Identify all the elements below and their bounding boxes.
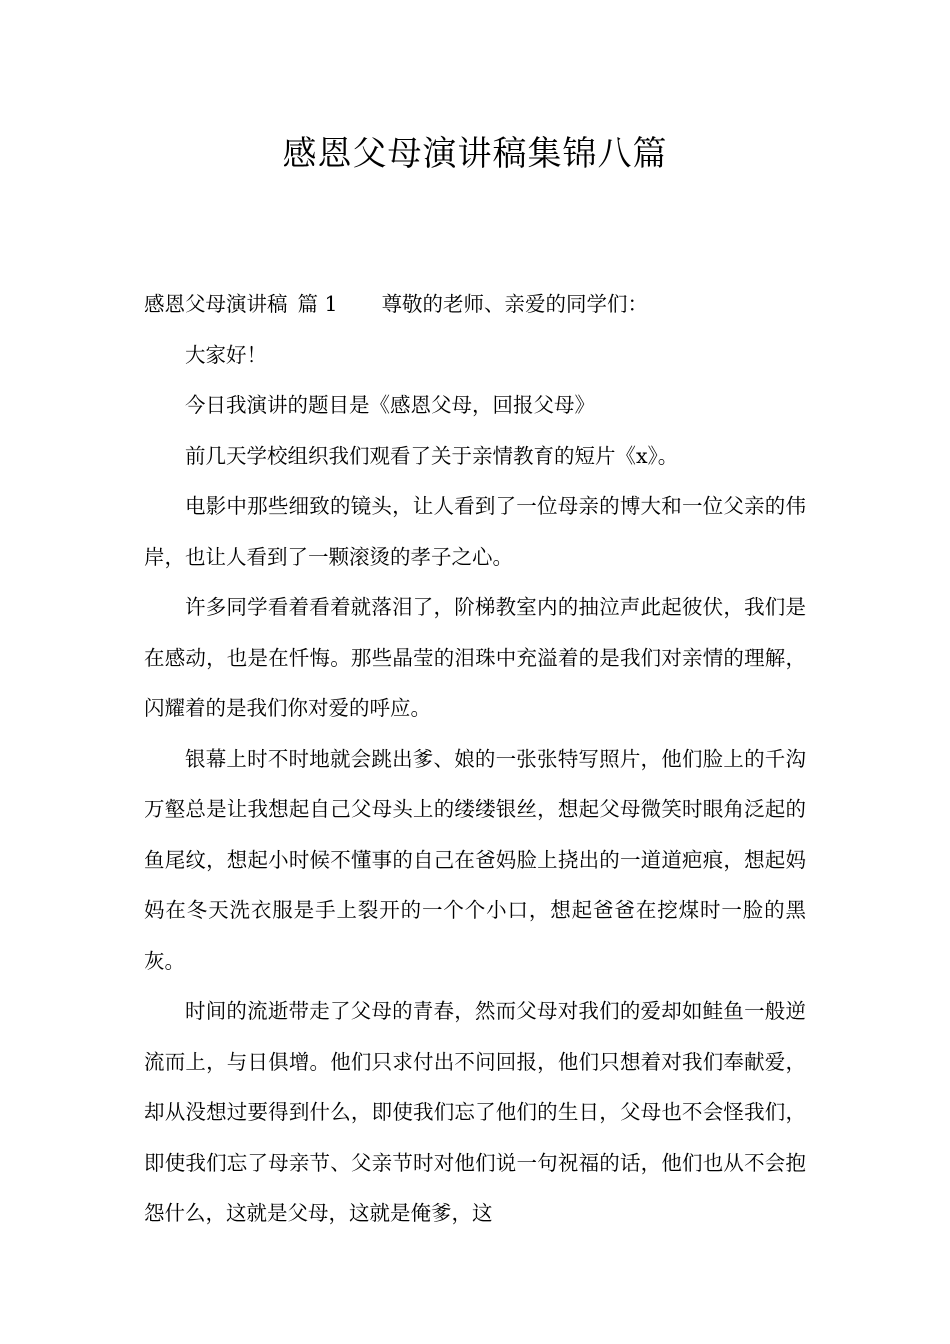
paragraph-photos: 银幕上时不时地就会跳出爹、娘的一张张特写照片，他们脸上的千沟万壑总是让我想起自己父母头上的缕缕银丝，想起父母微笑时眼角泛起的鱼尾纹，想起小时候不懂事的自己在爸妈脸上挠出的一道道疤痕，想起妈妈在冬天洗衣服是手上裂开的一个个小口，想起爸爸在挖煤时一脸的黑灰。	[144, 746, 806, 973]
speech-heading: 感恩父母演讲稿	[144, 292, 288, 316]
paragraph-film: 前几天学校组织我们观看了关于亲情教育的短片《x》。	[185, 443, 679, 468]
paragraph-topic: 今日我演讲的题目是《感恩父母，回报父母》	[185, 393, 595, 417]
paragraph-time: 时间的流逝带走了父母的青春，然而父母对我们的爱却如鲑鱼一般逆流而上，与日俱增。他们只求付出不问回报，他们只想着对我们奉献爱，却从没想过要得到什么，即使我们忘了他们的生日，父母也不会怪我们，即使我们忘了母亲节、父亲节时对他们说一句祝福的话，他们也从不会抱怨什么，这就是父母，这就是俺爹，这	[144, 999, 806, 1225]
paragraph-greeting: 大家好！	[185, 342, 267, 367]
paragraph-tears: 许多同学看着看着就落泪了，阶梯教室内的抽泣声此起彼伏，我们是在感动，也是在忏悔。那些晶莹的泪珠中充溢着的是我们对亲情的理解，闪耀着的是我们你对爱的呼应。	[144, 595, 806, 720]
document-title: 感恩父母演讲稿集锦八篇	[282, 134, 668, 174]
paragraph-scenes: 电影中那些细致的镜头，让人看到了一位母亲的博大和一位父亲的伟岸，也让人看到了一颗滚烫的孝子之心。	[144, 494, 806, 569]
document-body	[144, 279, 806, 1239]
salutation: 尊敬的老师、亲爱的同学们：	[381, 292, 649, 316]
opening-line	[144, 279, 806, 330]
part-label: 篇 1	[297, 292, 338, 316]
